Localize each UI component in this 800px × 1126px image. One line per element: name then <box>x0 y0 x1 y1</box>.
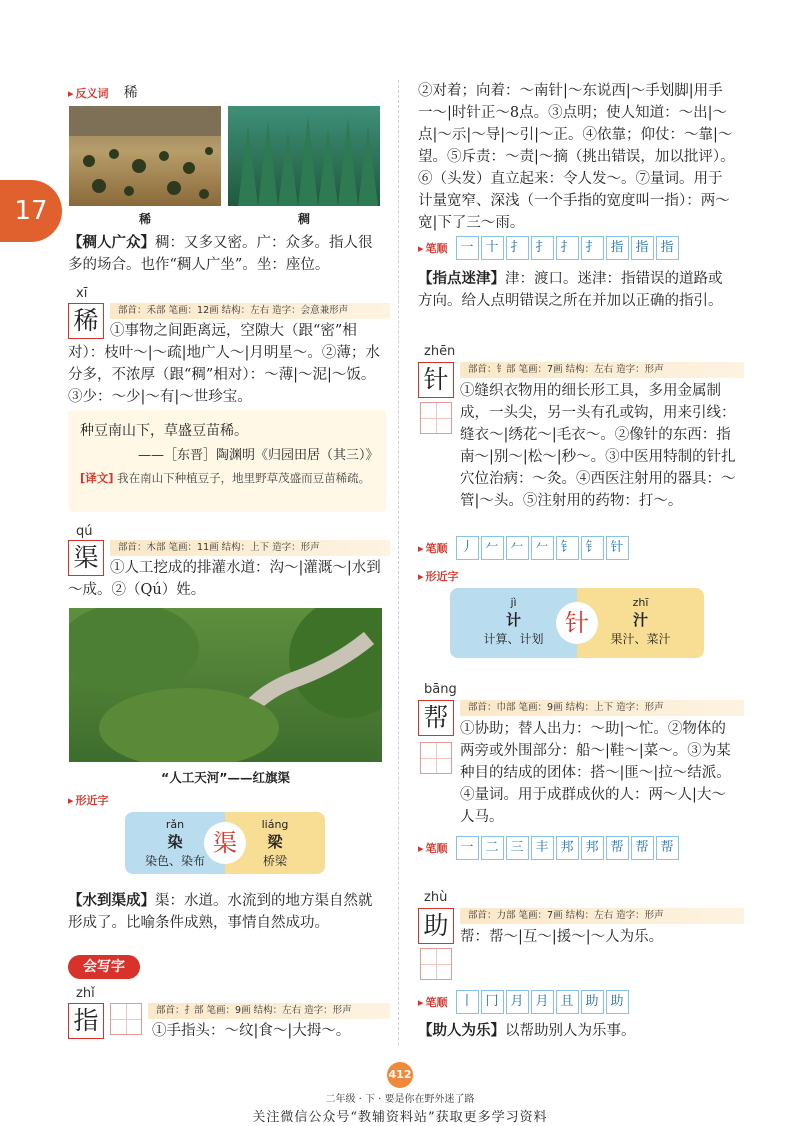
stroke-step: 扌 <box>581 236 604 260</box>
stroke-step: 邦 <box>556 836 579 860</box>
bang-stroke-order <box>418 836 679 860</box>
photo2-caption: 稠 <box>297 212 310 226</box>
stroke-step: 十 <box>481 236 504 260</box>
qu-char-box: 渠 <box>68 540 104 576</box>
bang-char-box: 帮 <box>418 700 454 736</box>
translation-tag: [译文] <box>80 471 114 485</box>
stroke-step: 丿 <box>456 536 479 560</box>
stroke-step: 钅 <box>581 536 604 560</box>
zhi-definition-continued: ②对着；向着：～南针|～东说西|～手划脚|用手一～|时针正～8点。③点明；使人知道：～出|～点|～示|～导|～引|～正。④依靠；仰仗：～靠|～望。⑤斥责：～责|～摘（挑出错误，加以批评）。⑥（头发）直立起来：令人发～。⑦量词。用于计量宽窄、深浅（一个手指的宽度叫一指）：两～宽|下了三～雨。 <box>418 83 735 231</box>
footer-line1: 二年级 · 下 · 要是你在野外迷了路 <box>325 1094 475 1105</box>
zhi-stroke-order <box>418 236 679 260</box>
photo-hongqi-canal <box>69 608 382 762</box>
photo-dense-forest <box>228 106 380 206</box>
stroke-step: 扌 <box>506 236 529 260</box>
idiom1-text: 稠：又多又密。广：众多。指人很多的场合。也作“稠人广坐”。坐：座位。 <box>68 235 373 273</box>
poem-box <box>68 410 386 512</box>
zhu-order-tag: ▸ 笔顺 <box>418 994 448 1010</box>
idiom2-title: 【水到渠成】 <box>68 893 155 909</box>
zhu-definition: 帮：帮～|互～|援～|～人为乐。 <box>460 929 664 945</box>
qu-info-bar: 部首：木部 笔画：11画 结构：上下 造字：形声 <box>110 540 390 556</box>
idiom3-text: 津：渡口。迷津：指错误的道路或方向。给人点明错误之所在并加以正确的指引。 <box>418 271 723 309</box>
stroke-step: 指 <box>631 236 654 260</box>
stroke-step: 𠂉 <box>506 536 529 560</box>
zhi-pinyin: zhǐ <box>76 986 95 1001</box>
stroke-step: 丰 <box>531 836 554 860</box>
stroke-step: 𠂉 <box>531 536 554 560</box>
stroke-step: 一 <box>456 836 479 860</box>
zhu-stroke-list <box>456 990 629 1014</box>
zhu-stroke-order <box>418 990 629 1014</box>
bang-stroke-list <box>456 836 679 860</box>
idiom-zhuren <box>418 1020 736 1042</box>
footer-line2: 关注微信公众号“教辅资料站”获取更多学习资料 <box>252 1110 548 1125</box>
idiom4-text: 以帮助别人为乐事。 <box>505 1023 636 1039</box>
poem-line: 种豆南山下，草盛豆苗稀。 <box>80 423 248 439</box>
right-similar-tag: ▸ 形近字 <box>418 568 459 584</box>
bang-order-tag: ▸ 笔顺 <box>418 840 448 856</box>
zhi-writing-grid <box>110 1003 142 1035</box>
xi-info-bar: 部首：禾部 笔画：12画 结构：左右 造字：会意兼形声 <box>110 303 390 319</box>
zhen-info-bar: 部首：钅部 笔画：7画 结构：左右 造字：形声 <box>460 362 744 378</box>
zhen-stroke-order <box>418 536 629 560</box>
bang-definition: ①协助；替人出力：～助|～忙。②物体的两旁或外围部分：船～|鞋～|菜～。③为某种目的结成的团体：搭～|匪～|拉～结派。④量词。用于成群成伙的人：两～人|大～人马。 <box>460 721 731 825</box>
zhi-info-bar: 部首：扌部 笔画：9画 结构：左右 造字：形声 <box>148 1003 390 1019</box>
compare-right-2: zhī 汁 果汁、菜汁 <box>577 588 704 658</box>
compare-center-char: 渠 <box>204 822 246 864</box>
photo1-caption: 稀 <box>138 212 151 226</box>
xi-definition: ①事物之间距离远，空隙大（跟“密”相对）：枝叶～|～疏|地广人～|月明星～。②薄；水分多，不浓厚（跟“稠”相对）：～薄|～泥|～饭。③少：～少|～有|～世珍宝。 <box>68 323 380 405</box>
stroke-step: 助 <box>581 990 604 1014</box>
stroke-step: 帮 <box>606 836 629 860</box>
idiom1-title: 【稠人广众】 <box>68 235 155 251</box>
zhi-stroke-list <box>456 236 679 260</box>
stroke-step: 帮 <box>656 836 679 860</box>
compare-qu <box>125 812 325 874</box>
compare-right: liáng 梁 桥梁 <box>225 812 325 874</box>
idiom-shuidao <box>68 890 386 934</box>
stroke-step: 扌 <box>531 236 554 260</box>
stroke-step: 一 <box>456 236 479 260</box>
zhen-writing-grid <box>420 402 452 434</box>
stroke-step: 指 <box>656 236 679 260</box>
stroke-step: 二 <box>481 836 504 860</box>
stroke-step: 丨 <box>456 990 479 1014</box>
stroke-step: 帮 <box>631 836 654 860</box>
qu-definition: ①人工挖成的排灌水道：沟～|灌溉～|水到～成。②（Qú）姓。 <box>68 560 381 598</box>
lesson-badge <box>0 180 62 242</box>
antonym-tag: ▸ 反义词 <box>68 87 109 100</box>
stroke-step: 三 <box>506 836 529 860</box>
write-badge: 会写字 <box>68 955 140 979</box>
compare-zhen <box>450 588 704 658</box>
photo-sparse-trees <box>69 106 221 206</box>
zhi-definition: ①手指头：～纹|食～|大拇～。 <box>152 1023 351 1039</box>
zhu-char-box: 助 <box>418 908 454 944</box>
zhi-char-box: 指 <box>68 1003 104 1039</box>
photo3-caption: “人工天河”——红旗渠 <box>161 770 290 785</box>
xi-pinyin: xī <box>76 286 88 301</box>
qu-pinyin: qú <box>76 524 93 539</box>
left-similar-tag: ▸ 形近字 <box>68 792 109 808</box>
stroke-step: 钅 <box>556 536 579 560</box>
page-number: 412 <box>387 1062 413 1088</box>
idiom4-title: 【助人为乐】 <box>418 1023 505 1039</box>
compare-left: rǎn 染 染色、染布 <box>125 812 225 874</box>
zhen-pinyin: zhēn <box>424 344 456 359</box>
xi-char-box: 稀 <box>68 303 104 339</box>
bang-pinyin: bāng <box>424 682 457 697</box>
antonym-word: 稀 <box>123 85 138 101</box>
antonym-row <box>68 82 388 102</box>
stroke-step: 且 <box>556 990 579 1014</box>
stroke-step: 邦 <box>581 836 604 860</box>
stroke-step: 扌 <box>556 236 579 260</box>
idiom3-title: 【指点迷津】 <box>418 271 505 287</box>
zhi-order-tag: ▸ 笔顺 <box>418 240 448 256</box>
translation-text: 我在南山下种植豆子，地里野草茂盛而豆苗稀疏。 <box>117 471 371 485</box>
stroke-step: 𠂉 <box>481 536 504 560</box>
idiom2-text: 渠：水道。水流到的地方渠自然就形成了。比喻条件成熟，事情自然成功。 <box>68 893 373 931</box>
compare-left-2: jì 计 计算、计划 <box>450 588 577 658</box>
stroke-step: 冂 <box>481 990 504 1014</box>
zhu-writing-grid <box>420 948 452 980</box>
zhen-order-tag: ▸ 笔顺 <box>418 540 448 556</box>
zhu-pinyin: zhù <box>424 890 448 905</box>
zhen-stroke-list <box>456 536 629 560</box>
idiom-zhidian <box>418 268 736 312</box>
compare-center-char-2: 针 <box>556 602 598 644</box>
poem-source: ——［东晋］陶渊明《归园田居（其三）》 <box>138 448 379 463</box>
column-divider <box>398 80 399 1045</box>
bang-info-bar: 部首：巾部 笔画：9画 结构：上下 造字：形声 <box>460 700 744 716</box>
zhen-char-box: 针 <box>418 362 454 398</box>
idiom-chouren <box>68 232 386 276</box>
stroke-step: 针 <box>606 536 629 560</box>
bang-writing-grid <box>420 742 452 774</box>
stroke-step: 助 <box>606 990 629 1014</box>
zhu-info-bar: 部首：力部 笔画：7画 结构：左右 造字：形声 <box>460 908 744 924</box>
zhen-definition-head: ①缝织衣物用的细长形工具，多用金属制成，一头尖，另一头有孔或钩，用来引线：缝衣～|绣花～|毛衣～。②像针的东西：指南～|别～|松～|秒～。③中医用特制的针扎穴位治病：～灸。④西医注射用的器具：～管|～头。⑤注射用的药物：打～。 <box>460 383 736 509</box>
stroke-step: 月 <box>506 990 529 1014</box>
stroke-step: 月 <box>531 990 554 1014</box>
lesson-number: 17 <box>14 196 48 226</box>
stroke-step: 指 <box>606 236 629 260</box>
